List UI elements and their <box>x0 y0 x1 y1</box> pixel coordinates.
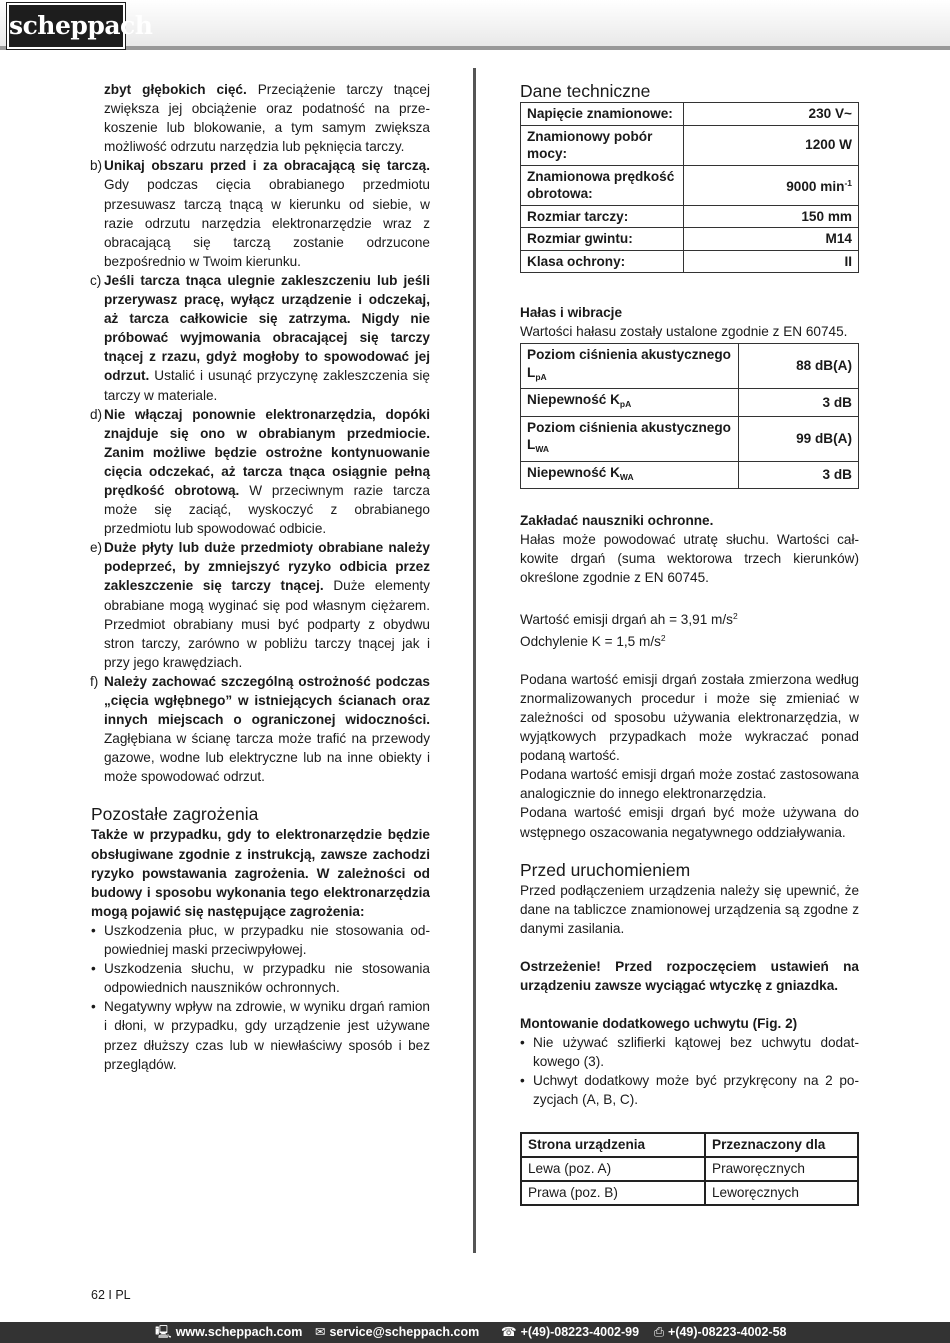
spec-value: II <box>684 250 859 273</box>
table-row <box>521 250 859 273</box>
vibration-deviation <box>520 629 859 651</box>
bullet: • <box>91 961 96 977</box>
safety-item-d <box>91 405 430 539</box>
table-header-row <box>521 1133 858 1157</box>
item-text: Gdy podczas cięcia obrabianego przedmiotu przesuwasz tarczą tnącą w kierunku od siebie, w razie odrzutu narzędzia elektronarzędzie wraz z obracającą się tarczą zostanie odrzucone bezpośrednio w Twoim kierunku. <box>104 177 430 269</box>
spec-value: 150 mm <box>684 205 859 228</box>
noise-label-sub: WA <box>619 471 634 482</box>
footer-mail[interactable] <box>315 1322 479 1343</box>
footer-bar <box>0 1322 950 1343</box>
table-row <box>521 389 859 417</box>
left-column <box>91 80 430 1074</box>
noise-label <box>521 344 739 389</box>
technical-data-table <box>520 102 859 273</box>
noise-value: 99 dB(A) <box>739 416 859 461</box>
noise-label-text: Poziom ciśnienia akustycznego L <box>527 419 731 453</box>
list-item-text: Uchwyt dodatkowy może być przykręcony na 2 pozycjach (A, B, C). <box>533 1073 859 1108</box>
list-item <box>520 1071 859 1109</box>
intro-paragraph <box>91 80 430 156</box>
item-bold: Unikaj obszaru przed i za obracającą się tarczą. <box>104 158 430 174</box>
noise-label-text: Niepewność K <box>527 464 620 480</box>
bullet: • <box>91 922 96 938</box>
table-row <box>521 1181 858 1205</box>
column-divider <box>473 68 476 1253</box>
bullet: • <box>520 1035 525 1051</box>
ear-protection-heading: Zakładać nauszniki ochronne. <box>520 513 714 529</box>
table-row <box>521 165 859 205</box>
column-header: Przeznaczony dla <box>705 1133 858 1157</box>
item-text: Duże elementy obrabiane mogą wyginać się pod własnym ciężarem. Przedmiot obrabiany musi być podparty z obydwu stron tarczy, zarówno w pobliżu tarczy tnącej jak i przy jego krawędziach. <box>104 578 430 670</box>
safety-item-c <box>91 271 430 405</box>
spec-label: Znamionowy pobór mocy: <box>521 125 684 165</box>
mail-icon: ✉ <box>315 1325 326 1339</box>
spec-label: Znamionowa prędkość obrotowa: <box>521 165 684 205</box>
footer-web[interactable] <box>155 1322 302 1343</box>
vibration-deviation-text: Odchylenie K = 1,5 m/s <box>520 633 661 649</box>
table-row <box>521 103 859 126</box>
unit-exponent: 2 <box>732 610 738 621</box>
noise-label-sub: WA <box>535 444 550 455</box>
vibration-paragraph: Podana wartość emisji drgań została zmierzona według znormalizowanych procedur i może się zmieniać w zależności od sposobu używania elektronarzędzia, w wyjątkowych przypadkach może wykraczać ponad podaną wartość. <box>520 671 859 764</box>
noise-label <box>521 461 739 489</box>
footer-phone <box>501 1322 639 1343</box>
footer-fax-text: +(49)-08223-4002-58 <box>668 1325 787 1339</box>
right-column <box>520 80 859 1206</box>
item-bold: Nie włączaj ponownie elektronarzędzia, dopóki znajduje się ono w obrabianym przedmiocie. Zanim możliwe będzie ostrożne kontynuowanie cięcia odczekać, aż tarcza tnąca osiągnie pełną prędkość obrotową. <box>104 406 430 498</box>
noise-label-sub: pA <box>535 371 547 382</box>
column-header: Strona urządzenia <box>521 1133 705 1157</box>
footer-fax <box>654 1322 787 1343</box>
footer-mail-text: service@scheppach.com <box>329 1325 480 1339</box>
table-row <box>521 205 859 228</box>
vibration-emission-text: Wartość emisji drgań ah = 3,91 m/s <box>520 611 733 627</box>
intro-text: Przeciążenie tarczy tnącej zwiększa jej obciążenie oraz podatność na przekoszenie lub blokowanie, a tym samym zwiększa możliwość odrzutu narzędzia lub pęknięcia tarczy. <box>104 82 430 155</box>
spec-value <box>684 165 859 205</box>
list-item-text: Uszkodzenia słuchu, w przypadku nie stosowania odpowiednich nauszników ochronnych. <box>104 961 430 996</box>
before-startup-heading: Przed uruchomieniem <box>520 859 691 880</box>
safety-item-b <box>91 156 430 271</box>
intro-bold: zbyt głębokich cięć. <box>104 82 247 97</box>
list-item <box>91 997 430 1073</box>
item-bold: Należy zachować szczególną ostrożność podczas „cięcia wgłębnego” w istniejących ścianach oraz innych miejscach o ograniczonej widoczności. <box>104 673 430 728</box>
table-row <box>521 416 859 461</box>
noise-label-sub: pA <box>619 399 632 410</box>
mounting-heading: Montowanie dodatkowego uchwytu (Fig. 2) <box>520 1016 798 1032</box>
bullet: • <box>520 1073 525 1089</box>
list-item-text: Nie używać szlifierki kątowej bez uchwytu dodatkowego (3). <box>533 1035 859 1070</box>
unit-exponent: 2 <box>660 632 666 643</box>
table-row <box>521 125 859 165</box>
item-text: Zagłębiana w ścianę tarcza może trafić na przewody gazowe, wodne lub elektryczne lub na inne obiekty i może spowodować odrzut. <box>104 731 430 785</box>
item-text: W przeciwnym razie tarcza może się zaciąć, wyskoczyć z obrabianego przedmiotu lub spowodować odbicie. <box>104 482 430 537</box>
item-bold: Duże płyty lub duże przedmioty obrabiane należy podeprzeć, by zmniejszyć ryzyko odbicia przez zakleszczenie się tarczy tnącej. <box>104 540 430 594</box>
item-marker: c) <box>90 272 102 288</box>
spec-value: M14 <box>684 228 859 251</box>
handle-side-table <box>520 1132 859 1206</box>
page-number: 62 I PL <box>91 1288 131 1302</box>
safety-item-e <box>91 538 430 672</box>
table-row <box>521 344 859 389</box>
computer-icon: 🖳 <box>155 1325 172 1339</box>
scheppach-logo: scheppach <box>7 3 125 49</box>
table-row <box>521 228 859 251</box>
table-cell: Prawa (poz. B) <box>521 1181 705 1205</box>
spec-label: Rozmiar gwintu: <box>521 228 684 251</box>
list-item-text: Uszkodzenia płuc, w przypadku nie stosowania odpowiedniej maski przeciwpyłowej. <box>104 922 430 958</box>
noise-value: 88 dB(A) <box>739 344 859 389</box>
spec-value-text: 9000 min <box>786 178 845 194</box>
item-marker: e) <box>90 540 103 556</box>
list-item <box>91 921 430 959</box>
table-cell: Leworęcznych <box>705 1181 858 1205</box>
phone-icon: ☎ <box>501 1325 517 1339</box>
safety-item-f <box>91 672 430 787</box>
item-text: Ustalić i usunąć przyczynę zakleszczenia się tarczy w materiale. <box>104 368 430 403</box>
noise-value: 3 dB <box>739 389 859 417</box>
spec-label: Rozmiar tarczy: <box>521 205 684 228</box>
before-startup-text: Przed podłączeniem urządzenia należy się upewnić, że dane na tabliczce znamionowej urządzenia są zgodne z danymi zasilania. <box>520 882 859 936</box>
vibration-paragraph: Podana wartość emisji drgań może zostać zastosowana analogicznie do innego elektronarzędzia. <box>520 767 859 802</box>
item-marker: f) <box>90 673 99 689</box>
spec-label: Klasa ochrony: <box>521 250 684 273</box>
list-item-text: Negatywny wpływ na zdrowie, w wyniku drgań ramion i dłoni, w przypadku, gdy urządzenie jest używane przez dłuższy czas lub w niewłaściwy sposób i bez przeglądów. <box>104 999 430 1072</box>
noise-value: 3 dB <box>739 461 859 489</box>
spec-value-exponent: -1 <box>844 177 852 188</box>
noise-label <box>521 389 739 417</box>
table-row <box>521 1157 858 1181</box>
noise-label-text: Niepewność K <box>527 392 620 408</box>
noise-label <box>521 416 739 461</box>
list-item <box>91 959 430 997</box>
table-row <box>521 461 859 489</box>
page-header <box>0 0 950 50</box>
fax-icon: ⎙ <box>654 1325 665 1339</box>
list-item <box>520 1033 859 1071</box>
table-cell: Lewa (poz. A) <box>521 1157 705 1181</box>
residual-risks-heading: Pozostałe zagrożenia <box>91 804 259 825</box>
spec-value: 230 V~ <box>684 103 859 126</box>
noise-table <box>520 343 859 489</box>
bullet: • <box>91 999 96 1015</box>
residual-risks-intro: Także w przypadku, gdy to elektronarzędzie będzie obsługiwane zgodnie z instrukcją, zawsze zachodzi ryzyko powstawania zagrożenia. W zależności od budowy i sposobu wykonania tego elektronarzędzia mogą pojawić się następujące zagrożenia: <box>91 827 430 919</box>
item-bold: Jeśli tarcza tnąca ulegnie zakleszczeniu lub jeśli przerywasz pracę, wyłącz urządzenie i odczekaj, aż tarcza całkowicie się zatrzyma. Nigdy nie próbować wyjmowania obracającej się tarczy tnącej z rzazu, gdyż mogłoby to spowodować jej odrzut. <box>104 272 430 384</box>
spec-label: Napięcie znamionowe: <box>521 103 684 126</box>
item-marker: b) <box>90 158 103 174</box>
ear-protection-text: Hałas może powodować utratę słuchu. Wartości całkowite drgań (suma wektorowa trzech kierunków) określone zgodnie z EN 60745. <box>520 532 859 586</box>
technical-data-heading: Dane techniczne <box>520 81 651 101</box>
vibration-emission <box>520 607 859 629</box>
noise-text: Wartości hałasu zostały ustalone zgodnie z EN 60745. <box>520 324 848 340</box>
table-cell: Praworęcznych <box>705 1157 858 1181</box>
spec-value: 1200 W <box>684 125 859 165</box>
noise-heading: Hałas i wibracje <box>520 305 623 320</box>
footer-web-text: www.scheppach.com <box>175 1325 303 1339</box>
noise-label-text: Poziom ciśnienia akustycznego L <box>527 347 731 380</box>
vibration-paragraph: Podana wartość emisji drgań być może używana do wstępnego oszacowania negatywnego oddziaływania. <box>520 805 859 840</box>
footer-phone-text: +(49)-08223-4002-99 <box>520 1325 640 1339</box>
item-marker: d) <box>90 406 103 422</box>
warning-text: Ostrzeżenie! Przed rozpoczęciem ustawień na urządzeniu zawsze wyciągać wtyczkę z gniazdka. <box>520 958 859 993</box>
